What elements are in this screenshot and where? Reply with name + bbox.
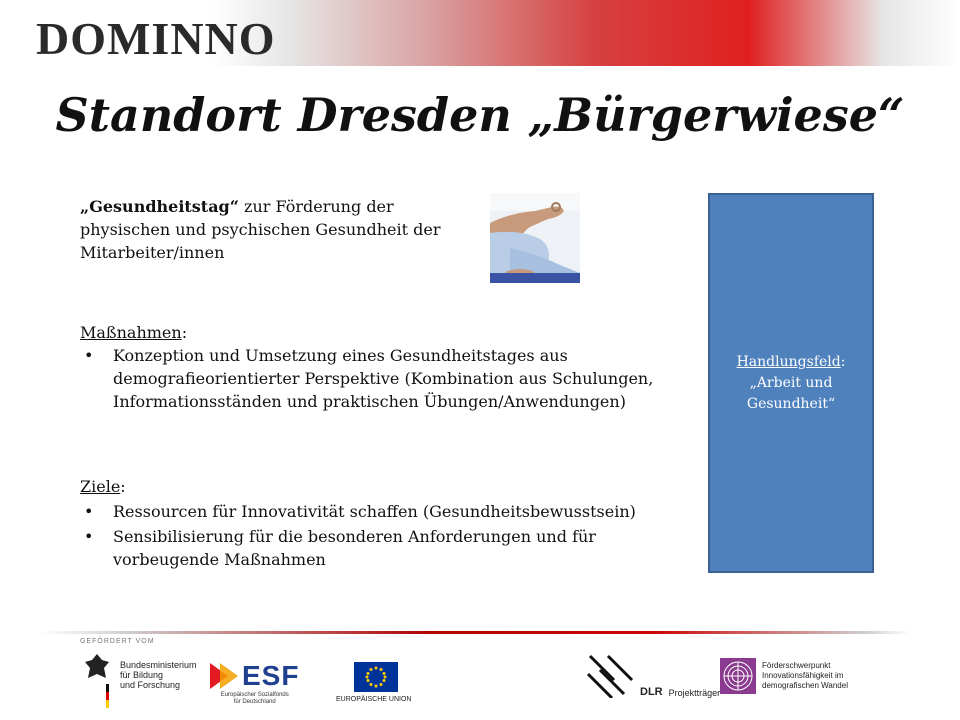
bmbf-line: für Bildung: [120, 670, 164, 680]
esf-sub-line: für Deutschland: [233, 699, 276, 705]
spiral-emblem-icon: [720, 658, 756, 694]
esf-title: ESF: [242, 660, 300, 691]
dlr-emblem-icon: [584, 652, 634, 698]
funded-by-label: GEFÖRDERT VOM: [80, 638, 155, 645]
measures-list: [80, 344, 700, 413]
list-item: • Sensibilisierung für die besonderen Anforderungen und für vorbeugende Maßnahmen: [80, 525, 673, 571]
intro-text: [80, 195, 460, 264]
eu-flag-icon: [354, 662, 398, 692]
fsp-line: Innovationsfähigkeit im: [762, 671, 844, 680]
federal-eagle-icon: [82, 650, 112, 712]
meditation-image: [490, 193, 580, 283]
esf-logo: [210, 660, 299, 706]
goals-section: [80, 475, 700, 571]
eu-label: EUROPÄISCHE UNION: [336, 696, 412, 703]
intro-rest: zur Förderung der physischen und psychischen Gesundheit der Mitarbeiter/innen: [80, 197, 441, 262]
dlr-logo: [584, 652, 720, 698]
meditation-photo: [490, 193, 580, 283]
list-item: • Ressourcen für Innovativität schaffen (Gesundheitsbewusstsein): [80, 500, 700, 523]
goals-colon: :: [120, 477, 126, 496]
dominno-logo: DOMINNO: [36, 13, 276, 64]
dlr-sub: Projektträger: [668, 688, 721, 698]
foerderschwerpunkt-logo: [720, 658, 848, 694]
bmbf-line: Bundesministerium: [120, 660, 197, 670]
handlungsfeld-text: [716, 352, 866, 415]
fsp-line: Förderschwerpunkt: [762, 661, 831, 670]
footer-divider: [40, 631, 910, 634]
intro-bold: „Gesundheitstag“: [80, 197, 239, 216]
goals-label: Ziele: [80, 477, 121, 496]
page-title: Standort Dresden „Bürgerwiese“: [55, 88, 905, 142]
handlungsfeld-label: Handlungsfeld: [736, 353, 841, 370]
measures-section: [80, 321, 700, 413]
handlungsfeld-box: [708, 193, 874, 573]
esf-triangles-icon: [210, 661, 240, 691]
measures-colon: :: [181, 323, 188, 342]
dlr-label: DLR: [640, 686, 663, 698]
fsp-line: demografischen Wandel: [762, 681, 848, 690]
list-item: • Konzeption und Umsetzung eines Gesundheitstages aus demografieorientierter Perspektive (Kombination aus Schulungen, Informationsständen und praktischen Übungen/Anwendungen): [80, 344, 700, 413]
goals-list: [80, 500, 700, 571]
handlungsfeld-colon: :: [840, 353, 846, 370]
handlungsfeld-value: „Arbeit und Gesundheit“: [746, 374, 836, 412]
measures-label: Maßnahmen: [80, 323, 182, 342]
bmbf-logo: [82, 650, 197, 712]
bmbf-line: und Forschung: [120, 680, 181, 690]
measures-heading: [80, 321, 700, 344]
eu-logo: [336, 662, 411, 703]
esf-sub-line: Europäischer Sozialfonds: [220, 692, 289, 698]
goals-heading: [80, 475, 700, 498]
